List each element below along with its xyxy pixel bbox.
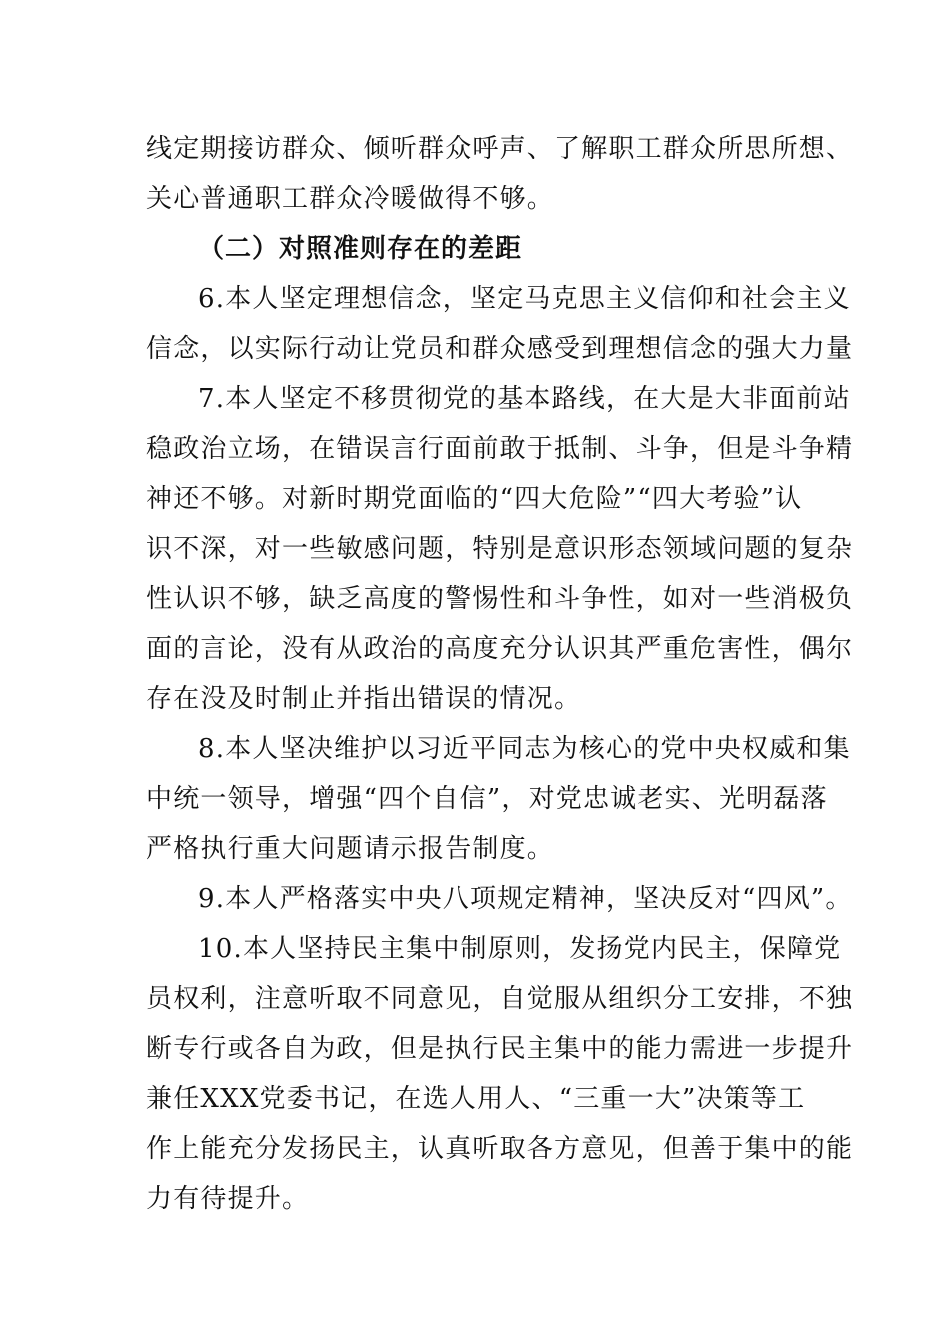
item-6-line-2: 信念，以实际行动让党员和群众感受到理想信念的强大力量	[146, 334, 854, 364]
item-7-line-5: 性认识不够，缺乏高度的警惕性和斗争性，如对一些消极负	[146, 584, 854, 614]
item-10-line-4: 兼任XXX党委书记，在选人用人、“三重一大”决策等工	[146, 1084, 806, 1114]
item-7-line-7: 存在没及时制止并指出错误的情况。	[146, 684, 582, 714]
item-7-line-4: 识不深，对一些敏感问题，特别是意识形态领域问题的复杂	[146, 534, 854, 564]
item-7-line-3: 神还不够。对新时期党面临的“四大危险”“四大考验”认	[146, 484, 803, 514]
item-10-line-1: 10.本人坚持民主集中制原则，发扬党内民主，保障党	[198, 934, 842, 964]
body-line-1: 线定期接访群众、倾听群众呼声、了解职工群众所思所想、	[146, 134, 854, 164]
body-line-2: 关心普通职工群众冷暖做得不够。	[146, 184, 555, 214]
item-10-line-5: 作上能充分发扬民主，认真听取各方意见，但善于集中的能	[146, 1134, 854, 1164]
item-8-line-1: 8.本人坚决维护以习近平同志为核心的党中央权威和集	[198, 734, 851, 764]
item-8-line-3: 严格执行重大问题请示报告制度。	[146, 834, 555, 864]
item-10-line-2: 员权利，注意听取不同意见，自觉服从组织分工安排，不独	[146, 984, 854, 1014]
item-10-line-3: 断专行或各自为政，但是执行民主集中的能力需进一步提升	[146, 1034, 854, 1064]
item-9-line-1: 9.本人严格落实中央八项规定精神，坚决反对“四风”。	[198, 884, 853, 914]
item-6-line-1: 6.本人坚定理想信念，坚定马克思主义信仰和社会主义	[198, 284, 851, 314]
item-7-line-1: 7.本人坚定不移贯彻党的基本路线，在大是大非面前站	[198, 384, 851, 414]
item-8-line-2: 中统一领导，增强“四个自信”，对党忠诚老实、光明磊落	[146, 784, 828, 814]
item-7-line-6: 面的言论，没有从政治的高度充分认识其严重危害性，偶尔	[146, 634, 854, 664]
item-10-line-6: 力有待提升。	[146, 1184, 310, 1214]
item-7-line-2: 稳政治立场，在错误言行面前敢于抵制、斗争，但是斗争精	[146, 434, 854, 464]
section-heading: （二）对照准则存在的差距	[198, 234, 523, 264]
